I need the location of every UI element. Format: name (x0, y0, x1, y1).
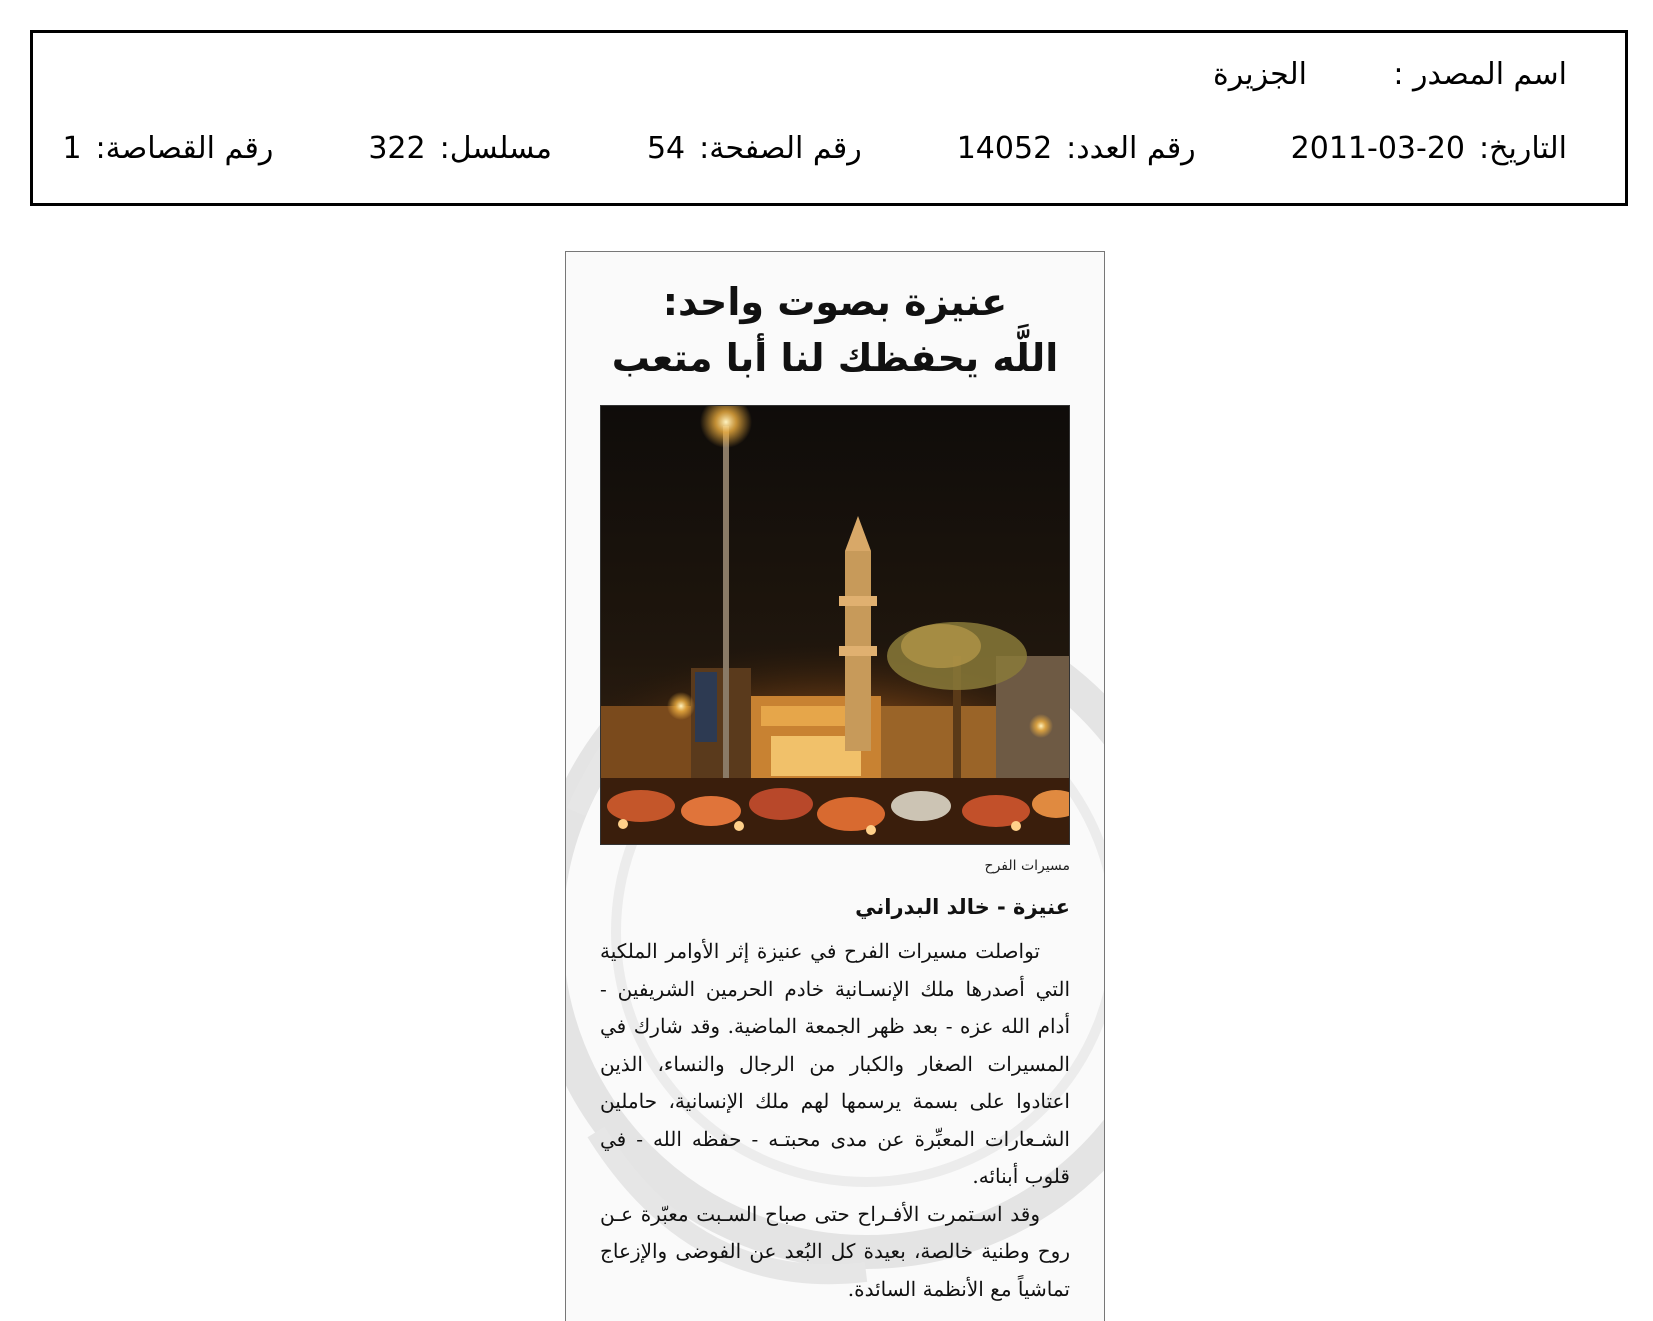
serial-label: مسلسل: (439, 131, 552, 166)
metadata-row-source (91, 55, 1567, 95)
article-photo (600, 405, 1070, 845)
source-label: اسم المصدر : (1393, 57, 1567, 92)
clip-field (62, 129, 273, 169)
photo-caption: مسيرات الفرح (984, 858, 1070, 874)
newspaper-clipping (565, 251, 1105, 1321)
clipping-metadata-box (30, 30, 1628, 206)
date-label: التاريخ: (1479, 131, 1567, 166)
issue-field (957, 129, 1196, 169)
headline-line-2: اللَّه يحفظك لنا أبا متعب (611, 336, 1059, 380)
metadata-row-details (62, 129, 1567, 169)
page-field (647, 129, 862, 169)
clip-label: رقم القصاصة: (95, 131, 274, 166)
date-field (1291, 129, 1567, 169)
article-headline (566, 274, 1104, 386)
article-body (600, 933, 1070, 1308)
article-byline: عنيزة - خالد البدراني (855, 895, 1070, 919)
page-value: 54 (646, 131, 686, 166)
article-paragraph-1: تواصلت مسيرات الفرح في عنيزة إثر الأوامر الملكية التي أصدرها ملك الإنسـانية خادم الحرمين الشريفين - أدام الله عزه - بعد ظهر الجمعة الماضية. وقد شارك في المسيرات الصغار والكبار من الرجال والنساء، الذين اعتادوا على بسمة يرسمها لهم ملك الإنسانية، حاملين الشـعارات المعبِّرة عن مدى محبتـه - حفظه الله - في قلوب أبنائه. (600, 939, 1070, 1188)
page-label: رقم الصفحة: (699, 131, 862, 166)
source-value: الجزيرة (1212, 57, 1307, 92)
clip-value: 1 (62, 131, 82, 166)
headline-line-1: عنيزة بصوت واحد: (662, 280, 1008, 324)
date-value: 2011-03-20 (1290, 131, 1466, 166)
issue-label: رقم العدد: (1066, 131, 1196, 166)
issue-value: 14052 (956, 131, 1053, 166)
serial-value: 322 (368, 131, 426, 166)
article-paragraph-2: وقد اسـتمرت الأفـراح حتى صباح السـبت معبّرة عـن روح وطنية خالصة، بعيدة كل البُعد عن الفوضى والإزعاج تماشياً مع الأنظمة السائدة. (600, 1201, 1070, 1301)
serial-field (368, 129, 552, 169)
